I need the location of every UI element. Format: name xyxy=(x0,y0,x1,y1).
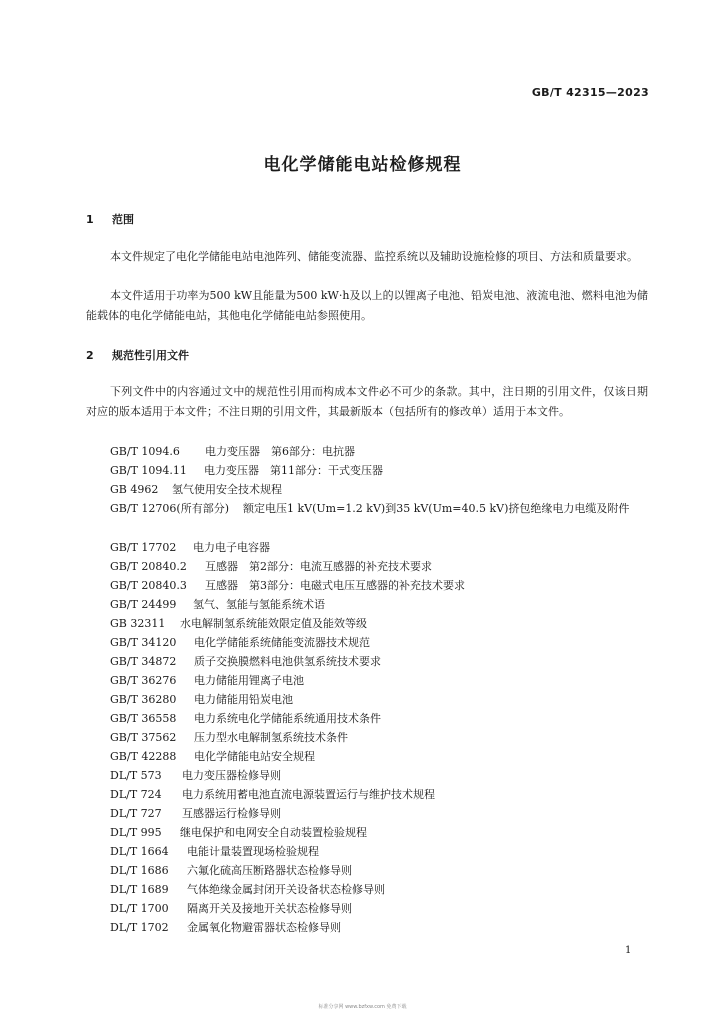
reference-title: 电力变压器检修导则 xyxy=(182,769,281,782)
reference-title: 电力储能用锂离子电池 xyxy=(194,674,304,687)
page-number: 1 xyxy=(625,945,632,956)
reference-code: DL/T 1702 xyxy=(110,921,169,934)
reference-title: 电力变压器 第11部分：干式变压器 xyxy=(204,464,383,477)
reference-code: DL/T 1700 xyxy=(110,902,169,915)
reference-code: GB/T 37562 xyxy=(110,731,177,744)
section-title: 规范性引用文件 xyxy=(112,349,189,362)
reference-code: GB/T 24499 xyxy=(110,598,177,611)
section-number: 1 xyxy=(86,213,94,226)
section-1-paragraph-1: 本文件规定了电化学储能电站电池阵列、储能变流器、监控系统以及辅助设施检修的项目、方法和质量要求。 xyxy=(110,250,638,263)
reference-code: GB/T 20840.2 xyxy=(110,560,187,573)
reference-code: GB/T 42288 xyxy=(110,750,177,763)
reference-code: GB/T 36276 xyxy=(110,674,177,687)
reference-title: 隔离开关及接地开关状态检修导则 xyxy=(187,902,352,915)
reference-title: 电力变压器 第6部分：电抗器 xyxy=(205,445,355,458)
reference-code: GB 32311 xyxy=(110,617,166,630)
section-1-heading xyxy=(86,211,134,227)
reference-title: 氢气使用安全技术规程 xyxy=(172,483,282,496)
reference-title: 电力电子电容器 xyxy=(193,541,270,554)
document-title: 电化学储能电站检修规程 xyxy=(263,155,462,175)
reference-code: GB/T 36558 xyxy=(110,712,177,725)
reference-title: 电能计量装置现场检验规程 xyxy=(187,845,319,858)
reference-code: GB/T 17702 xyxy=(110,541,177,554)
standard-code: GB/T 42315—2023 xyxy=(531,86,649,99)
reference-code: GB 4962 xyxy=(110,483,159,496)
reference-code: GB/T 1094.6 xyxy=(110,445,180,458)
reference-code: DL/T 724 xyxy=(110,788,162,801)
reference-code: GB/T 34872 xyxy=(110,655,177,668)
reference-code: GB/T 20840.3 xyxy=(110,579,187,592)
reference-title: 额定电压1 kV(Um=1.2 kV)到35 kV(Um=40.5 kV)挤包绝缘电力电缆及附件 xyxy=(243,502,630,515)
reference-code: DL/T 995 xyxy=(110,826,162,839)
reference-code: GB/T 34120 xyxy=(110,636,177,649)
reference-title: 水电解制氢系统能效限定值及能效等级 xyxy=(180,617,367,630)
reference-title: 继电保护和电网安全自动装置检验规程 xyxy=(180,826,367,839)
reference-title: 互感器 第2部分：电流互感器的补充技术要求 xyxy=(205,560,432,573)
reference-title: 电力系统用蓄电池直流电源装置运行与维护技术规程 xyxy=(182,788,435,801)
reference-title: 互感器运行检修导则 xyxy=(182,807,281,820)
section-2-paragraph-1: 下列文件中的内容通过文中的规范性引用而构成本文件必不可少的条款。其中，注日期的引用文件，仅该日期对应的版本适用于本文件；不注日期的引用文件，其最新版本（包括所有的修改单）适用于本文件。 xyxy=(86,385,648,418)
reference-title: 电化学储能电站安全规程 xyxy=(194,750,315,763)
reference-code: GB/T 12706(所有部分) xyxy=(110,502,229,515)
reference-title: 六氟化硫高压断路器状态检修导则 xyxy=(187,864,352,877)
reference-title: 互感器 第3部分：电磁式电压互感器的补充技术要求 xyxy=(205,579,465,592)
reference-title: 质子交换膜燃料电池供氢系统技术要求 xyxy=(194,655,381,668)
reference-item-wrapped xyxy=(86,499,648,519)
footer-watermark: 标准分享网 www.bzfxw.com 免费下载 xyxy=(318,1004,407,1010)
reference-title: 压力型水电解制氢系统技术条件 xyxy=(194,731,348,744)
reference-code: DL/T 1664 xyxy=(110,845,169,858)
reference-title: 电化学储能系统储能变流器技术规范 xyxy=(194,636,370,649)
reference-code: DL/T 1686 xyxy=(110,864,169,877)
section-1-paragraph-2: 本文件适用于功率为500 kW且能量为500 kW·h及以上的以锂离子电池、铅炭电池、液流电池、燃料电池为储能载体的电化学储能电站，其他电化学储能电站参照使用。 xyxy=(86,289,648,322)
reference-title: 氢气、氢能与氢能系统术语 xyxy=(193,598,325,611)
reference-title: 电力储能用铅炭电池 xyxy=(194,693,293,706)
reference-code: DL/T 727 xyxy=(110,807,162,820)
reference-code: GB/T 36280 xyxy=(110,693,177,706)
reference-code: DL/T 573 xyxy=(110,769,162,782)
section-number: 2 xyxy=(86,349,94,362)
reference-title: 气体绝缘金属封闭开关设备状态检修导则 xyxy=(187,883,385,896)
reference-title: 电力系统电化学储能系统通用技术条件 xyxy=(194,712,381,725)
reference-code: DL/T 1689 xyxy=(110,883,169,896)
section-2-heading xyxy=(86,347,189,363)
reference-title: 金属氧化物避雷器状态检修导则 xyxy=(187,921,341,934)
section-title: 范围 xyxy=(112,213,134,226)
reference-code: GB/T 1094.11 xyxy=(110,464,187,477)
